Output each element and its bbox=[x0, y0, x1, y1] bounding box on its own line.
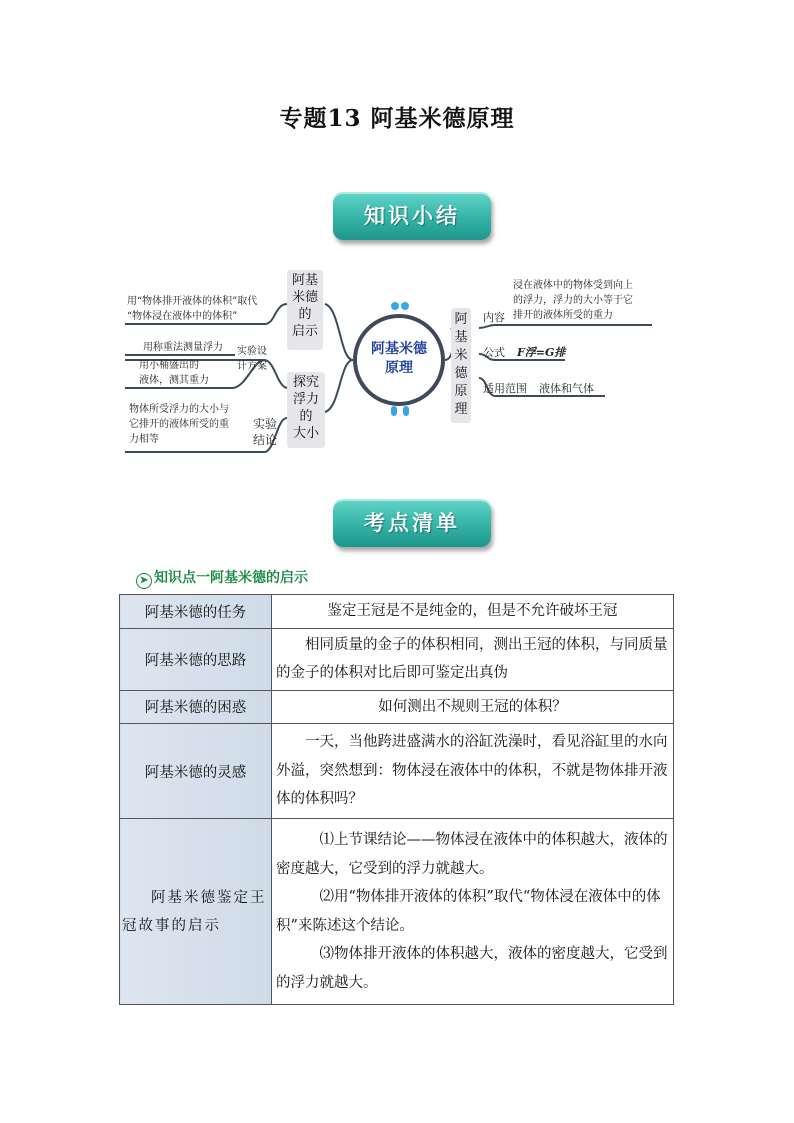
checklist-banner: 考点清单 bbox=[333, 499, 491, 547]
section-heading-text: 知识点一阿基米德的启示 bbox=[154, 570, 308, 586]
mm-scope-text: 液体和气体 bbox=[539, 382, 594, 395]
robot-antenna-left-icon bbox=[391, 302, 399, 310]
row-key: 阿基米德的任务 bbox=[120, 595, 272, 629]
table-row bbox=[120, 595, 674, 629]
table-row bbox=[120, 724, 674, 819]
table-row bbox=[120, 690, 674, 724]
row-value: 相同质量的金子的体积相同，测出王冠的体积，与同质量的金子的体积对比后即可鉴定出真伪 bbox=[272, 628, 674, 690]
row-value: 鉴定王冠是不是纯金的，但是不允许破坏王冠 bbox=[272, 595, 674, 629]
row-value-line: ⑵用“物体排开液体的体积”取代“物体浸在液体中的体积”来陈述这个结论。 bbox=[276, 889, 661, 934]
mm-center-node bbox=[353, 314, 445, 406]
mm-replace-text: 用“物体排开液体的体积”取代 “物体浸在液体中的体积” bbox=[127, 296, 258, 322]
row-key: 阿基米德鉴定王冠故事的启示 bbox=[120, 819, 272, 1005]
row-key: 阿基米德的灵感 bbox=[120, 724, 272, 819]
robot-antenna-right-icon bbox=[401, 302, 409, 310]
mm-design-item-2: 用小桶盛出的 液体，测其重力 bbox=[139, 360, 209, 386]
mm-conclusion-text: 物体所受浮力的大小与 它排开的液体所受的重 力相等 bbox=[129, 404, 229, 445]
row-value-line: ⑴上节课结论——物体浸在液体中的体积越大，液体的密度越大，它受到的浮力就越大。 bbox=[276, 832, 668, 877]
mm-content-label: 内容 bbox=[483, 311, 505, 324]
table-row bbox=[120, 628, 674, 690]
summary-banner: 知识小结 bbox=[333, 192, 491, 240]
row-value: 如何测出不规则王冠的体积？ bbox=[272, 690, 674, 724]
mm-conclusion-label: 实验 结论 bbox=[253, 417, 278, 447]
table-row bbox=[120, 819, 674, 1005]
row-value: 一天，当他跨进盛满水的浴缸洗澡时，看见浴缸里的水向外溢，突然想到：物体浸在液体中的体积，不就是物体排开液体的体积吗？ bbox=[272, 724, 674, 819]
row-value bbox=[272, 819, 674, 1005]
mm-box-inspiration: 阿基 米德 的 启示 bbox=[287, 270, 323, 350]
mm-scope-label: 适用范围 bbox=[483, 382, 527, 395]
circle-arrow-icon: ➤ bbox=[136, 573, 152, 589]
robot-foot-right-icon bbox=[403, 406, 409, 416]
mm-content-text: 浸在液体中的物体受到向上 的浮力，浮力的大小等于它 排开的液体所受的重力 bbox=[513, 280, 633, 321]
mm-box-explore: 探究 浮力 的 大小 bbox=[287, 372, 325, 448]
mm-formula-label: 公式 bbox=[483, 346, 505, 359]
mind-map bbox=[125, 268, 660, 458]
row-key: 阿基米德的思路 bbox=[120, 628, 272, 690]
mm-design-item-1: 用称重法测量浮力 bbox=[143, 342, 223, 353]
row-value-line: ⑶物体排开液体的体积越大，液体的密度越大，它受到的浮力就越大。 bbox=[276, 946, 668, 991]
knowledge-table bbox=[119, 594, 674, 1005]
mm-center-line2: 原理 bbox=[385, 360, 413, 376]
mm-center-line1: 阿基米德 bbox=[371, 341, 427, 357]
mm-box-principle: 阿 基 米 德 原 理 bbox=[451, 308, 471, 423]
section-heading bbox=[136, 567, 308, 589]
page-title: 专题13 阿基米德原理 bbox=[279, 105, 515, 132]
mm-design-label: 实验设 计方案 bbox=[237, 346, 267, 372]
mm-formula: F浮=G排 bbox=[517, 346, 566, 359]
row-key: 阿基米德的困惑 bbox=[120, 690, 272, 724]
robot-foot-left-icon bbox=[391, 406, 397, 416]
